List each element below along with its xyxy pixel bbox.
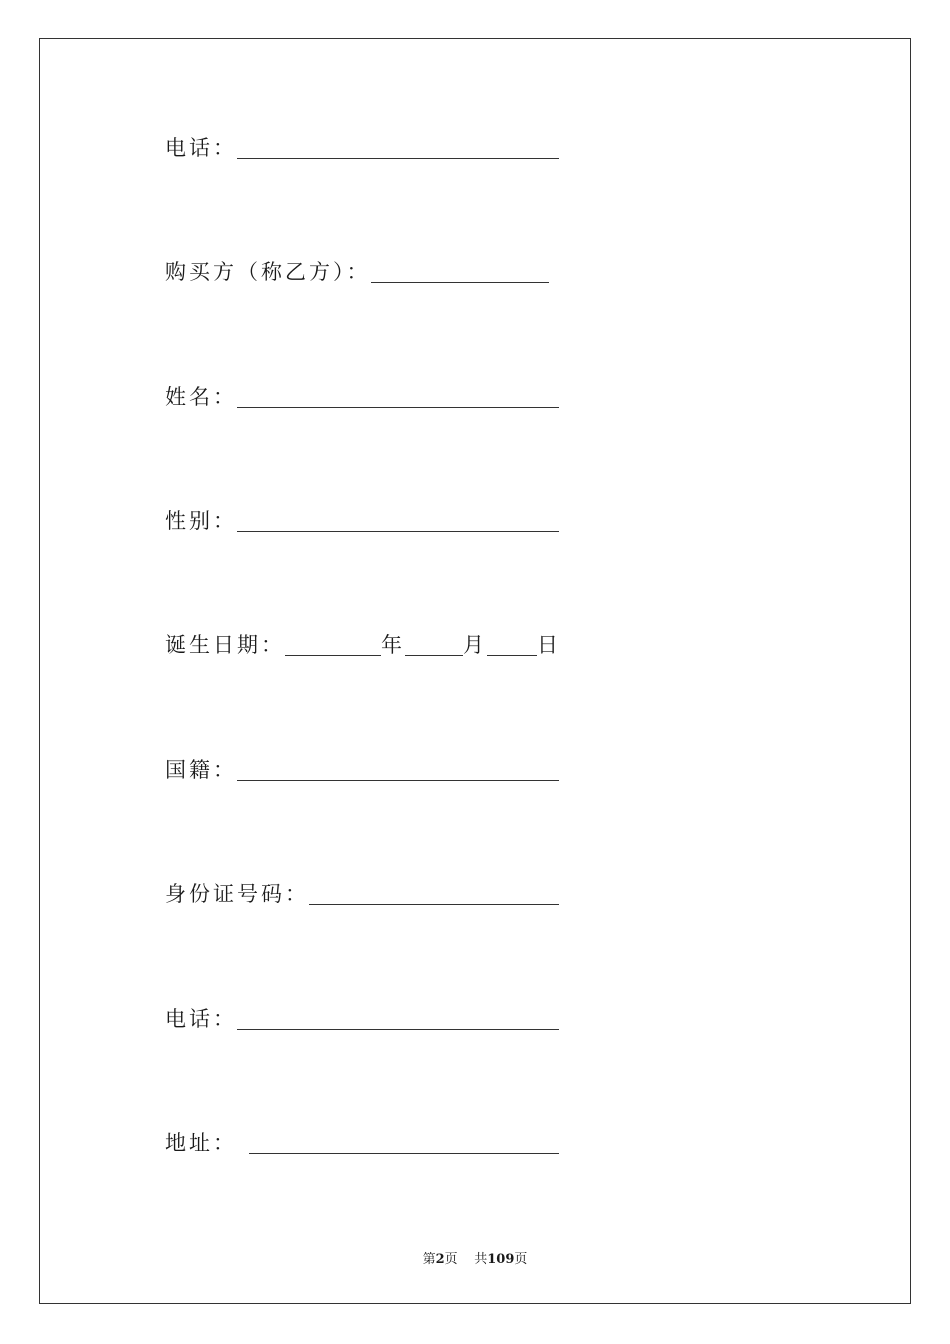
- phone-blank-1[interactable]: [237, 157, 559, 159]
- birth-month-label: 月: [463, 633, 487, 657]
- birth-date-field: [165, 629, 561, 659]
- phone-field-1: [165, 132, 559, 162]
- id-number-blank[interactable]: [309, 903, 559, 905]
- phone-label-2: 电话：: [165, 1007, 237, 1031]
- birth-year-label: 年: [381, 633, 405, 657]
- nationality-label: 国籍：: [165, 758, 237, 782]
- address-label: 地址：: [165, 1131, 237, 1155]
- gender-blank[interactable]: [237, 530, 559, 532]
- nationality-blank[interactable]: [237, 779, 559, 781]
- id-number-label: 身份证号码：: [165, 882, 309, 906]
- page-total: 109: [487, 1252, 515, 1267]
- nationality-field: [165, 754, 559, 784]
- birth-day-label: 日: [537, 633, 561, 657]
- buyer-field: [165, 256, 549, 286]
- id-number-field: [165, 878, 559, 908]
- total-prefix: 共: [474, 1252, 488, 1267]
- birth-day-blank[interactable]: [487, 654, 537, 656]
- address-field: [165, 1127, 559, 1157]
- page-footer: [0, 1248, 950, 1267]
- phone-label-1: 电话：: [165, 136, 237, 160]
- buyer-label: 购买方（称乙方）：: [165, 260, 371, 284]
- page-suffix: 页: [444, 1252, 458, 1267]
- phone-blank-2[interactable]: [237, 1028, 559, 1030]
- page-border: [39, 38, 911, 1304]
- birth-date-label: 诞生日期：: [165, 633, 285, 657]
- total-suffix: 页: [514, 1252, 528, 1267]
- gender-field: [165, 505, 559, 535]
- gender-label: 性别：: [165, 509, 237, 533]
- name-field: [165, 381, 559, 411]
- name-blank[interactable]: [237, 406, 559, 408]
- birth-month-blank[interactable]: [405, 654, 463, 656]
- page-current: 2: [435, 1252, 445, 1267]
- buyer-blank[interactable]: [371, 281, 549, 283]
- birth-year-blank[interactable]: [285, 654, 381, 656]
- address-blank[interactable]: [249, 1152, 559, 1154]
- phone-field-2: [165, 1003, 559, 1033]
- name-label: 姓名：: [165, 385, 237, 409]
- page-prefix: 第: [422, 1252, 436, 1267]
